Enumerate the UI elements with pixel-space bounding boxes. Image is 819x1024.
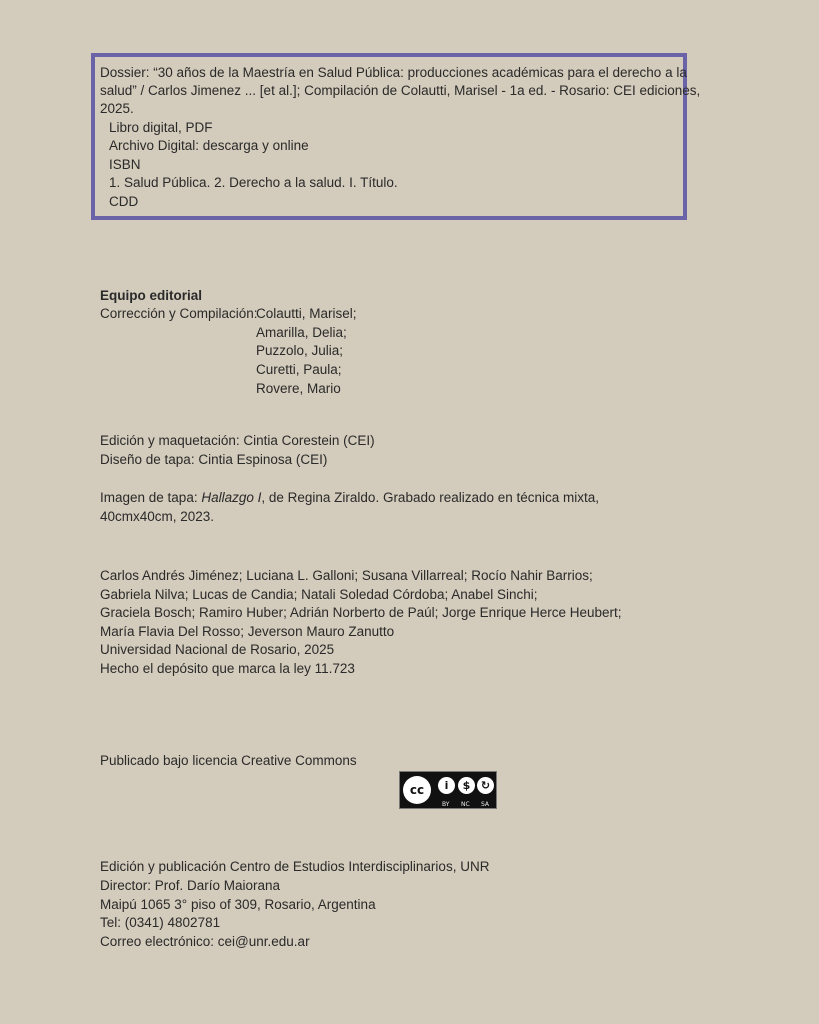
authors-line: Carlos Andrés Jiménez; Luciana L. Galloni; Susana Villarreal; Rocío Nahir Barrios; [100,568,593,583]
editorial-member: Colautti, Marisel; [256,306,357,321]
authors-line: Graciela Bosch; Ramiro Huber; Adrián Norberto de Paúl; Jorge Enrique Herce Heubert; [100,605,622,620]
catalog-line: Dossier: “30 años de la Maestría en Salud Pública: producciones académicas para el derecho a la [100,65,687,80]
phone-line: Tel: (0341) 4802781 [100,915,221,930]
director-line: Director: Prof. Darío Maiorana [100,878,281,893]
editorial-member: Puzzolo, Julia; [256,343,344,358]
editorial-member: Rovere, Mario [256,381,341,396]
catalog-line: CDD [109,194,139,209]
address-line: Maipú 1065 3° piso of 309, Rosario, Argentina [100,897,376,912]
nc-noncommercial-icon: $ [458,777,475,794]
deposit-line: Hecho el depósito que marca la ley 11.723 [100,661,355,676]
license-text: Publicado bajo licencia Creative Commons [100,753,357,768]
cover-image-credit [100,489,599,507]
catalog-line: Archivo Digital: descarga y online [109,138,309,153]
by-label: BY [442,801,450,808]
cover-image-details: 40cmx40cm, 2023. [100,509,215,524]
cc-logo-icon: cc [403,776,431,804]
catalog-line: ISBN [109,157,141,172]
by-attribution-icon: i [438,777,455,794]
editorial-member: Curetti, Paula; [256,362,342,377]
nc-label: NC [461,801,470,808]
authors-line: María Flavia Del Rosso; Jeverson Mauro Zanutto [100,624,395,639]
catalog-line: Libro digital, PDF [109,120,213,135]
editorial-role-label: Corrección y Compilación: [100,306,258,321]
cover-image-title: Hallazgo I [201,490,262,505]
catalog-line: salud” / Carlos Jimenez ... [et al.]; Compilación de Colautti, Marisel - 1a ed. - Rosario: CEI ediciones, [100,83,701,98]
edition-credit: Edición y maquetación: Cintia Corestein (CEI) [100,433,375,448]
catalog-line: 1. Salud Pública. 2. Derecho a la salud. I. Título. [109,175,398,190]
editorial-member: Amarilla, Delia; [256,325,347,340]
sa-sharealike-icon: ↻ [477,777,494,794]
publisher-line: Edición y publicación Centro de Estudios Interdisciplinarios, UNR [100,859,490,874]
authors-line: Gabriela Nilva; Lucas de Candia; Natali Soledad Córdoba; Anabel Sinchi; [100,587,538,602]
cover-design-credit: Diseño de tapa: Cintia Espinosa (CEI) [100,452,328,467]
university-line: Universidad Nacional de Rosario, 2025 [100,642,335,657]
cover-image-suffix: , de Regina Ziraldo. Grabado realizado en técnica mixta, [261,490,600,505]
sa-label: SA [481,801,490,808]
editorial-heading: Equipo editorial [100,288,203,303]
cc-license-badge [399,771,497,809]
catalog-line: 2025. [100,101,134,116]
email-line: Correo electrónico: cei@unr.edu.ar [100,934,310,949]
cover-image-prefix: Imagen de tapa: [100,490,202,505]
